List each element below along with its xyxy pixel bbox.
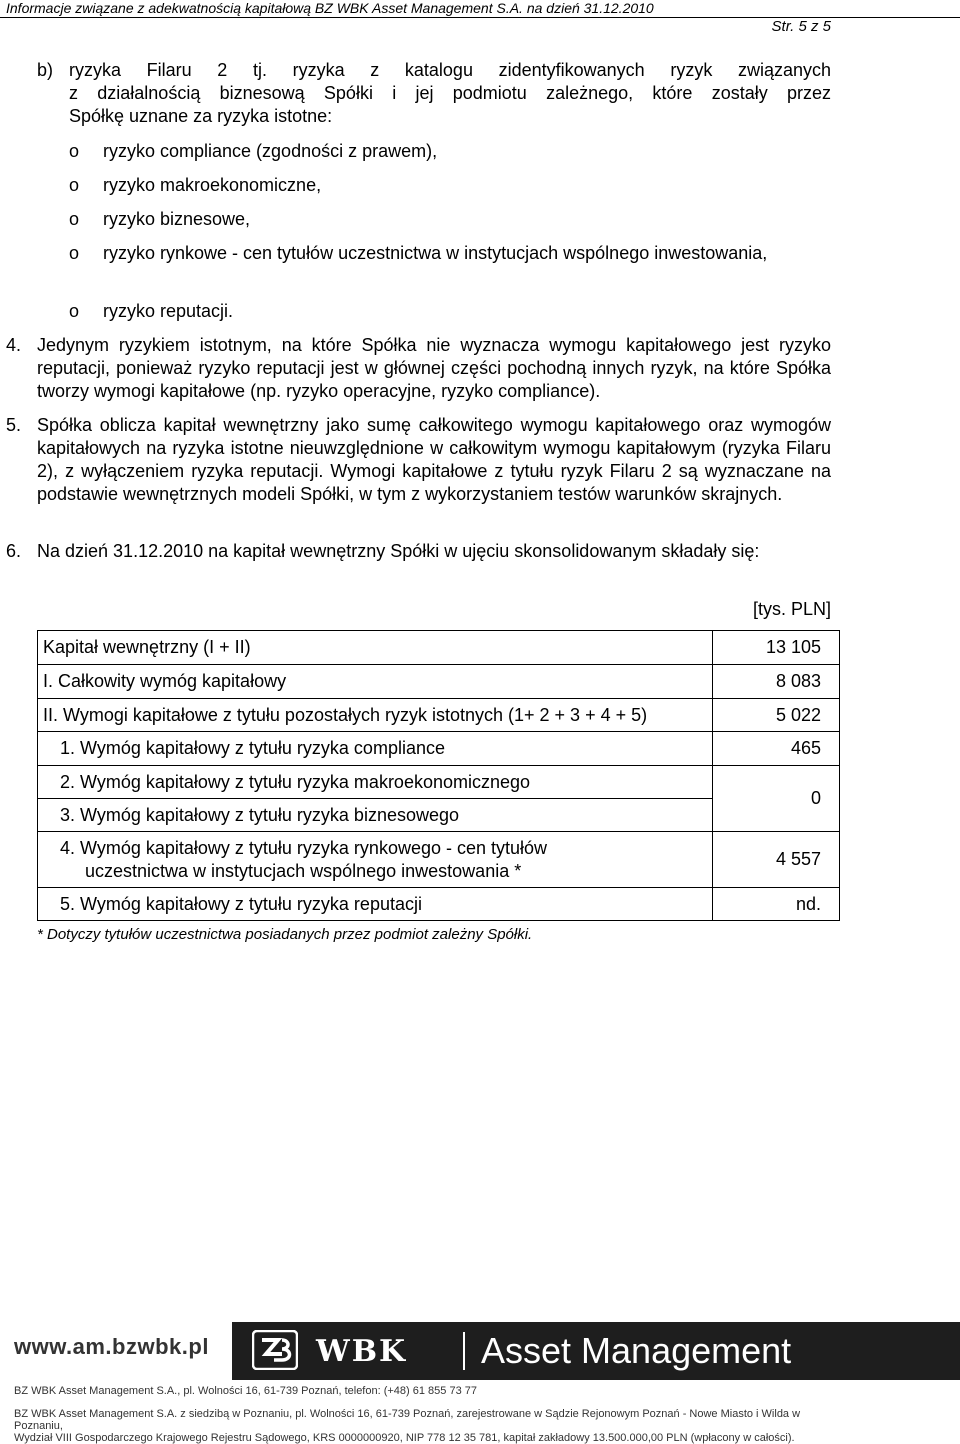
bz-logo-icon (252, 1330, 298, 1370)
legal-line-2: Wydział VIII Gospodarczego Krajowego Rejestru Sądowego, KRS 0000000920, NIP 778 12 35 781, kapitał zakładowy 13.500.000,00 PLN (wpłacony w całości). (14, 1432, 795, 1444)
list-item: ryzyko biznesowe, (103, 209, 251, 229)
row-value-i: 8 083 (713, 665, 840, 699)
table-unit-label: [tys. PLN] (752, 599, 831, 619)
company-legal-info (14, 1408, 834, 1444)
row-label-4 (38, 832, 713, 888)
legal-line-1: BZ WBK Asset Management S.A. z siedzibą w Poznaniu, pl. Wolności 16, 61-739 Poznań, zarejestrowane w Sądzie Rejonowym Poznań - Nowe Miasto i Wilda w Poznaniu, (14, 1408, 801, 1432)
table-row (38, 732, 840, 766)
bullet-marker: o (69, 243, 80, 263)
wbk-brand-wordmark: WBK (316, 1334, 408, 1369)
paragraph-4-text: Jedynym ryzykiem istotnym, na które Spółka nie wyznacza wymogu kapitałowego jest ryzyko reputacji, ponieważ ryzyko reputacji jest w głównej części pochodną innych ryzyk, na które Spółka tworzy wymogi kapitałowe (np. ryzyko operacyjne, ryzyko compliance). (37, 335, 831, 401)
row-label-total: Kapitał wewnętrzny (I + II) (38, 631, 713, 665)
table-row (38, 766, 840, 799)
bullet-marker: o (69, 141, 80, 161)
paragraph-4-number: 4. (6, 335, 22, 355)
row-label-4-line-1: 4. Wymóg kapitałowy z tytułu ryzyka rynkowego - cen tytułów (60, 837, 548, 858)
row-value-4: 4 557 (713, 832, 840, 888)
row-label-i: I. Całkowity wymóg kapitałowy (38, 665, 713, 699)
row-label-ii: II. Wymogi kapitałowe z tytułu pozostałych ryzyk istotnych (1+ 2 + 3 + 4 + 5) (38, 699, 713, 732)
table-row (38, 665, 840, 699)
website-link[interactable]: www.am.bzwbk.pl (14, 1334, 209, 1359)
bullet-marker: o (69, 301, 80, 321)
table-row (38, 699, 840, 732)
bullet-marker: o (69, 209, 80, 229)
section-b-intro-line-1: ryzyka Filaru 2 tj. ryzyka z katalogu zidentyfikowanych ryzyk związanych (69, 60, 831, 80)
table-row (38, 832, 840, 888)
page-number: Str. 5 z 5 (771, 18, 831, 35)
paragraph-6-text: Na dzień 31.12.2010 na kapitał wewnętrzny Spółki w ujęciu skonsolidowanym składały się: (37, 541, 760, 561)
row-label-2: 2. Wymóg kapitałowy z tytułu ryzyka makroekonomicznego (38, 766, 713, 799)
row-label-5: 5. Wymóg kapitałowy z tytułu ryzyka reputacji (38, 888, 713, 921)
list-item: ryzyko compliance (zgodności z prawem), (103, 141, 438, 161)
row-value-ii: 5 022 (713, 699, 840, 732)
row-label-1: 1. Wymóg kapitałowy z tytułu ryzyka compliance (38, 732, 713, 766)
paragraph-5-number: 5. (6, 415, 22, 435)
bullet-marker: o (69, 175, 80, 195)
table-row (38, 888, 840, 921)
row-value-2-3: 0 (713, 766, 840, 832)
section-b-marker: b) (37, 60, 54, 80)
list-item: ryzyko rynkowe - cen tytułów uczestnictwa w instytucjach wspólnego inwestowania, (103, 243, 768, 263)
table-footnote: * Dotyczy tytułów uczestnictwa posiadanych przez podmiot zależny Spółki. (37, 926, 533, 943)
paragraph-6-number: 6. (6, 541, 22, 561)
row-value-1: 465 (713, 732, 840, 766)
internal-capital-table (37, 630, 840, 921)
row-label-3: 3. Wymóg kapitałowy z tytułu ryzyka biznesowego (38, 799, 713, 832)
asset-management-wordmark: Asset Management (481, 1330, 792, 1371)
document-header-title: Informacje związane z adekwatnością kapitałową BZ WBK Asset Management S.A. na dzień 31.12.2010 (6, 0, 654, 16)
table-row (38, 631, 840, 665)
row-value-5: nd. (713, 888, 840, 921)
brand-divider (463, 1332, 465, 1370)
section-b-intro-line-2: z działalnością biznesową Spółki i jej podmiotu zależnego, które zostały przez (69, 83, 831, 103)
row-label-4-line-2: uczestnictwa w instytucjach wspólnego inwestowania * (85, 860, 522, 881)
paragraph-5-text: Spółka oblicza kapitał wewnętrzny jako sumę całkowitego wymogu kapitałowego oraz wymogów kapitałowych na ryzyka istotne nieuwzględnione w całkowitym wymogu kapitałowym (ryzyka Filaru 2), z wyłączeniem ryzyka reputacji. Wymogi kapitałowe z tytułu ryzyk Filaru 2 są wyznaczane na podstawie wewnętrznych modeli Spółki, w tym z wykorzystaniem testów warunków skrajnych. (37, 415, 831, 504)
section-b-intro-line-3: Spółkę uznane za ryzyka istotne: (69, 106, 333, 126)
row-value-total: 13 105 (713, 631, 840, 665)
list-item: ryzyko reputacji. (103, 301, 234, 321)
company-address: BZ WBK Asset Management S.A., pl. Wolności 16, 61-739 Poznań, telefon: (+48) 61 855 73 77 (14, 1385, 477, 1397)
list-item: ryzyko makroekonomiczne, (103, 175, 322, 195)
